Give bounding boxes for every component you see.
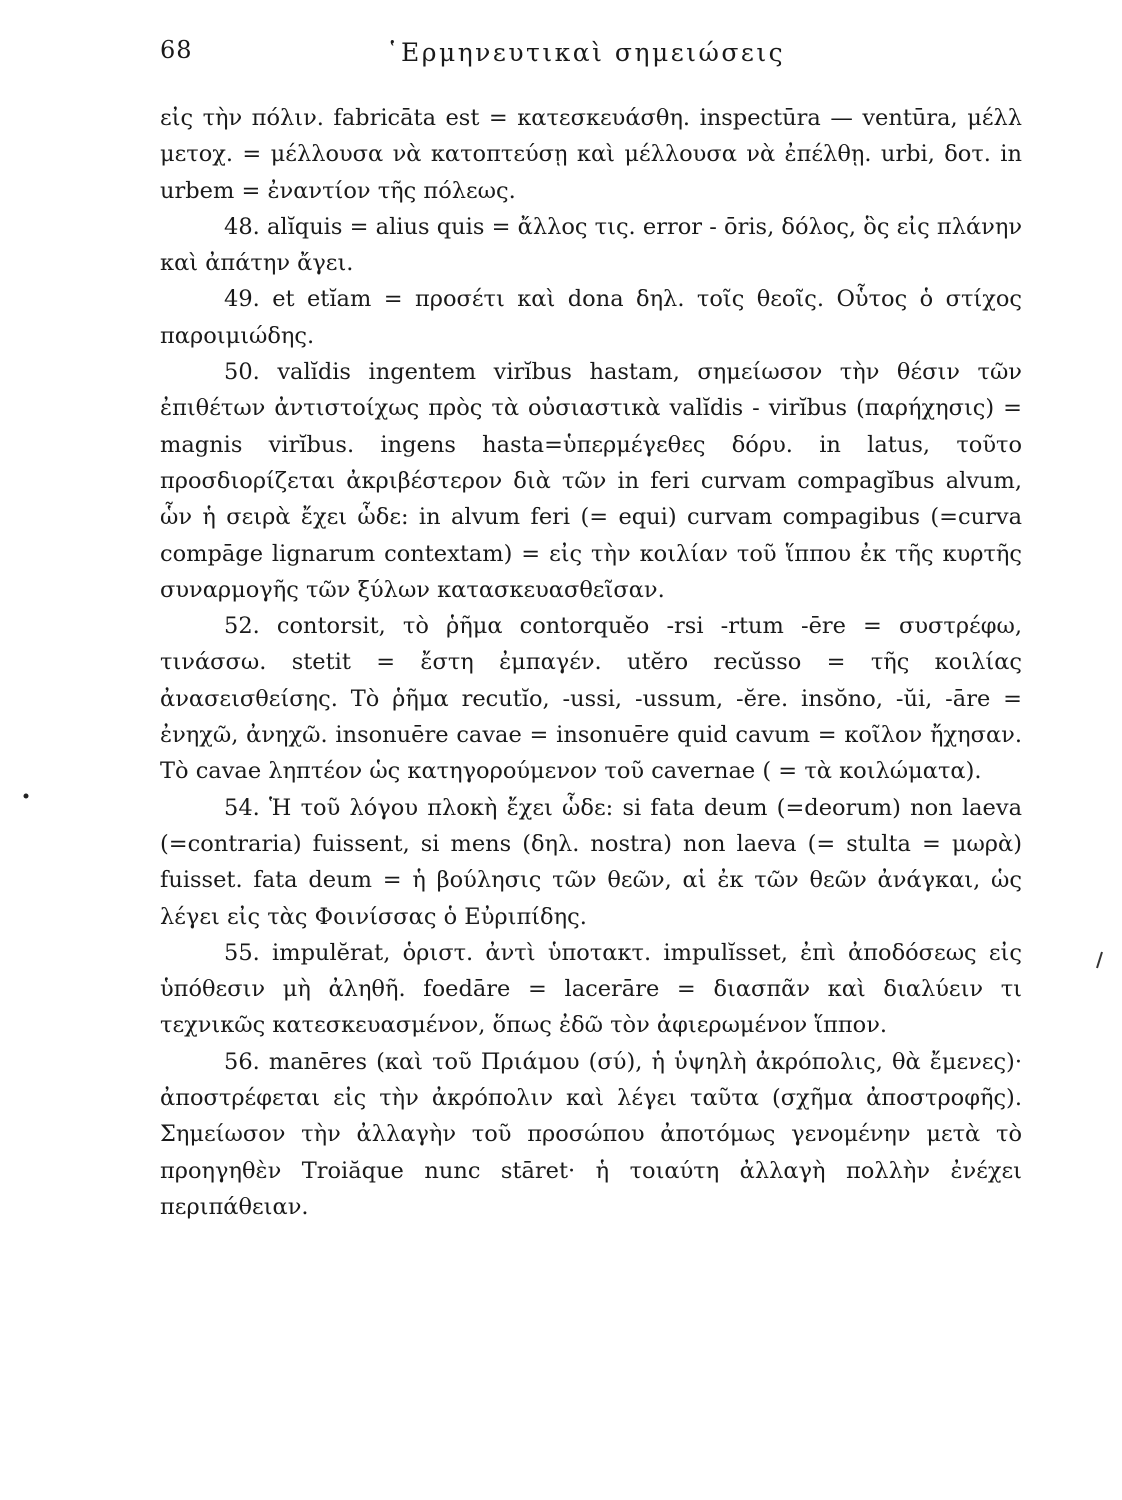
page-number: 68 <box>160 36 193 64</box>
paragraph-continuation: εἰς τὴν πόλιν. fabricāta est = κατεσκευάσθη. inspectūra — ventūra, μέλλ μετοχ. = μέλλουσα νὰ κατοπτεύσῃ καὶ μέλλουσα νὰ ἐπέλθῃ. urbi, δοτ. in urbem = ἐναντίον τῆς πόλεως. <box>160 105 1022 204</box>
paragraph-note-55: 55. impulĕrat, ὁριστ. ἀντὶ ὑποτακτ. impulĭsset, ἐπὶ ἀποδόσεως εἰς ὑπόθεσιν μὴ ἀληθῆ. foedāre = lacerāre = διασπᾶν καὶ διαλύειν τι τεχνικῶς κατεσκευασμένον, ὅπως ἐδῶ τὸν ἀφιερωμένον ἵππον. <box>160 939 1022 1039</box>
paragraph-note-56: 56. manēres (καὶ τοῦ Πριάμου (σύ), ἡ ὑψηλὴ ἀκρόπολις, θὰ ἔμενες)· ἀποστρέφεται εἰς τὴν ἀκρόπολιν καὶ λέγει ταῦτα (σχῆμα ἀποστροφῆς). Σημείωσον τὴν ἀλλαγὴν τοῦ προσώπου ἀποτόμως γενομένην μετὰ τὸ προηγηθὲν Troiăque nunc stāret· ἡ τοιαύτη ἀλλαγὴ πολλὴν ἐνέχει περιπάθειαν. <box>160 1048 1022 1220</box>
paragraph-note-54: 54. Ἡ τοῦ λόγου πλοκὴ ἔχει ὧδε: si fata deum (=deorum) non laeva (=contraria) fuissent, si mens (δηλ. nostra) non laeva (= stulta = μωρὰ) fuisset. fata deum = ἡ βούλησις τῶν θεῶν, αἱ ἐκ τῶν θεῶν ἀνάγκαι, ὡς λέγει εἰς τὰς Φοινίσσας ὁ Εὐριπίδης. <box>160 794 1022 930</box>
running-title: ῾Ερμηνευτικαὶ σημειώσεις <box>386 38 786 67</box>
page-header <box>160 36 1022 76</box>
right-margin-tick <box>1092 950 1106 970</box>
paragraph-note-52: 52. contorsit, τὸ ῥῆμα contorquĕo -rsi -rtum -ēre = συστρέφω, τινάσσω. stetit = ἔστη ἐμπαγέν. utĕro recŭsso = τῆς κοιλίας ἀνασεισθείσης. Τὸ ῥῆμα recutĭo, -ussi, -ussum, -ĕre. insŏno, -ŭi, -āre = ἐνηχῶ, ἀνηχῶ. insonuēre cavae = insonuēre quid cavum = κοῖλον ἤχησαν. Τὸ cavae ληπτέον ὡς κατηγορούμενον τοῦ cavernae ( = τὰ κοιλώματα). <box>160 613 1022 785</box>
left-margin-dot <box>22 792 30 800</box>
paragraph-note-50: 50. valĭdis ingentem virĭbus hastam, σημείωσον τὴν θέσιν τῶν ἐπιθέτων ἀντιστοίχως πρὸς τὰ οὐσιαστικὰ valĭdis - virĭbus (παρήχησις) = magnis virĭbus. ingens hasta=ὑπερμέγεθες δόρυ. in latus, τοῦτο προσδιορίζεται ἀκριβέστερον διὰ τῶν in feri curvam compagĭbus alvum, ὧν ἡ σειρὰ ἔχει ὧδε: in alvum feri (= equi) curvam compagibus (=curva compāge lignarum contextam) = εἰς τὴν κοιλίαν τοῦ ἵππου ἐκ τῆς κυρτῆς συναρμογῆς τῶν ξύλων κατασκευασθεῖσαν. <box>160 359 1022 603</box>
paragraph-note-49: 49. et etĭam = προσέτι καὶ dona δηλ. τοῖς θεοῖς. Οὗτος ὁ στίχος παροιμιώδης. <box>160 286 1022 349</box>
body-text <box>160 100 1022 1225</box>
paragraph-note-48: 48. alĭquis = alius quis = ἄλλος τις. error - ōris, δόλος, ὃς εἰς πλάνην καὶ ἀπάτην ἄγει. <box>160 213 1022 277</box>
